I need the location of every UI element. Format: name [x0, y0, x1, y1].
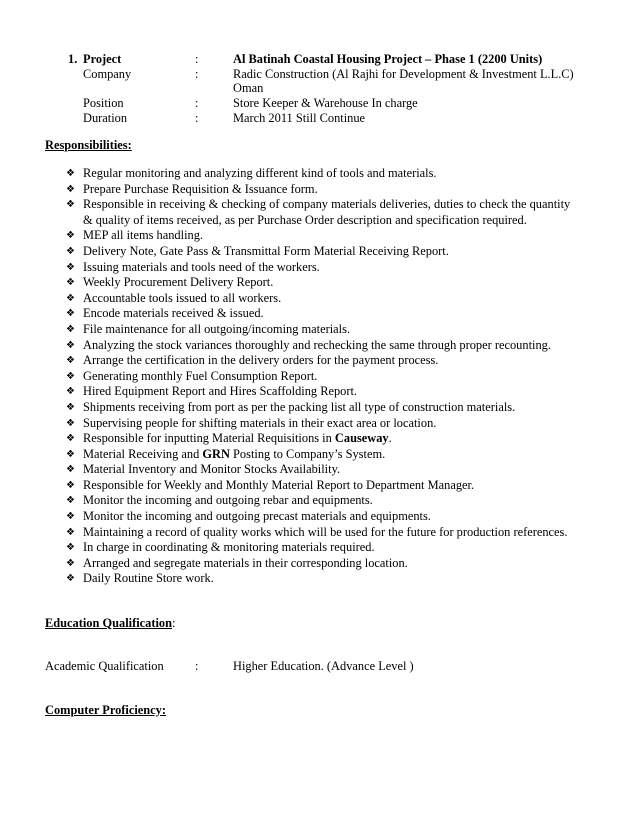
responsibilities-list — [66, 166, 606, 587]
project-colon: : — [195, 52, 199, 66]
list-item: ❖ Monitor the incoming and outgoing rebar and equipments. — [66, 493, 373, 508]
diamond-bullet-icon: ❖ — [66, 386, 75, 398]
computer-proficiency-heading: Computer Proficiency: — [45, 703, 167, 717]
list-item: ❖ Monitor the incoming and outgoing precast materials and equipments. — [66, 509, 431, 524]
diamond-bullet-icon: ❖ — [66, 355, 75, 367]
causeway-bold: Causeway — [334, 431, 389, 446]
project-value: Al Batinah Coastal Housing Project – Phase 1 (2200 Units) — [233, 52, 543, 66]
diamond-bullet-icon: ❖ — [66, 401, 75, 413]
list-item: ❖ Responsible in receiving & checking of company materials deliveries, duties to check the quantity — [66, 197, 571, 212]
duration-value: March 2011 Still Continue — [233, 111, 366, 125]
academic-qualification-value: Higher Education. (Advance Level ) — [233, 659, 414, 673]
list-item-continued: & quality of items received, as per Purchase Order description and specification required. — [83, 212, 527, 227]
list-item: ❖ Regular monitoring and analyzing different kind of tools and materials. — [66, 166, 437, 180]
list-item: ❖ File maintenance for all outgoing/incoming materials. — [66, 321, 351, 336]
diamond-bullet-icon: ❖ — [66, 199, 75, 211]
diamond-bullet-icon: ❖ — [66, 370, 75, 382]
diamond-bullet-icon: ❖ — [66, 168, 75, 179]
list-item: ❖ Arranged and segregate materials in their corresponding location. — [66, 555, 408, 570]
diamond-bullet-icon: ❖ — [66, 557, 75, 569]
list-item: ❖ Arrange the certification in the delivery orders for the payment process. — [66, 353, 439, 368]
education-heading-colon: : — [172, 616, 176, 630]
diamond-bullet-icon: ❖ — [66, 511, 75, 523]
diamond-bullet-icon: ❖ — [66, 277, 75, 289]
diamond-bullet-icon: ❖ — [66, 245, 75, 257]
duration-label: Duration — [83, 111, 128, 125]
list-item: ❖ Material Inventory and Monitor Stocks Availability. — [66, 462, 341, 477]
grn-bold: GRN — [202, 446, 230, 461]
diamond-bullet-icon: ❖ — [66, 464, 75, 476]
academic-qualification-colon: : — [195, 659, 199, 673]
duration-colon: : — [195, 111, 199, 125]
diamond-bullet-icon: ❖ — [66, 479, 75, 491]
list-item: ❖ Weekly Procurement Delivery Report. — [66, 275, 274, 290]
diamond-bullet-icon: ❖ — [66, 542, 75, 554]
list-item: ❖ Maintaining a record of quality works which will be used for the future for production references. — [66, 524, 568, 539]
project-label: Project — [83, 52, 122, 66]
responsibilities-heading: Responsibilities: — [45, 138, 132, 152]
diamond-bullet-icon: ❖ — [66, 261, 75, 273]
list-item: ❖ Issuing materials and tools need of the workers. — [66, 259, 320, 274]
list-item: ❖ Generating monthly Fuel Consumption Report. — [66, 368, 318, 383]
diamond-bullet-icon: ❖ — [66, 495, 75, 507]
project-number: 1. — [68, 52, 78, 66]
company-value-continued: Oman — [233, 81, 264, 95]
list-item: ❖ Responsible for inputting Material Requisitions in Causeway. — [66, 431, 392, 446]
diamond-bullet-icon: ❖ — [66, 417, 75, 429]
diamond-bullet-icon: ❖ — [66, 526, 75, 538]
list-item: ❖ Analyzing the stock variances thoroughly and rechecking the same through proper recounting. — [66, 337, 551, 352]
company-label: Company — [83, 67, 132, 81]
list-item: ❖ Hired Equipment Report and Hires Scaffolding Report. — [66, 384, 358, 399]
list-item: ❖ Responsible for Weekly and Monthly Material Report to Department Manager. — [66, 477, 475, 492]
list-item: ❖ Accountable tools issued to all workers. — [66, 290, 282, 305]
list-item: ❖ Delivery Note, Gate Pass & Transmittal Form Material Receiving Report. — [66, 243, 449, 258]
diamond-bullet-icon: ❖ — [66, 230, 75, 242]
education-heading-row — [45, 616, 175, 631]
company-value: Radic Construction (Al Rajhi for Development & Investment L.L.C) — [233, 67, 574, 81]
list-item: ❖ Material Receiving and GRN Posting to Company’s System. — [66, 446, 386, 461]
list-item: ❖ Encode materials received & issued. — [66, 306, 264, 321]
list-item: ❖ MEP all items handling. — [66, 228, 203, 243]
diamond-bullet-icon: ❖ — [66, 448, 75, 460]
education-heading: Education Qualification — [45, 616, 173, 630]
diamond-bullet-icon: ❖ — [66, 292, 75, 304]
position-colon: : — [195, 96, 199, 110]
list-item: ❖ Shipments receiving from port as per the packing list all type of construction materials. — [66, 399, 516, 414]
company-colon: : — [195, 67, 199, 81]
list-item: ❖ In charge in coordinating & monitoring materials required. — [66, 540, 375, 555]
diamond-bullet-icon: ❖ — [66, 433, 75, 445]
academic-qualification-label: Academic Qualification — [45, 659, 164, 673]
diamond-bullet-icon: ❖ — [66, 183, 75, 195]
diamond-bullet-icon: ❖ — [66, 339, 75, 351]
list-item: ❖ Supervising people for shifting materials in their exact area or location. — [66, 415, 437, 430]
diamond-bullet-icon: ❖ — [66, 308, 75, 320]
diamond-bullet-icon: ❖ — [66, 573, 75, 585]
list-item: ❖ Prepare Purchase Requisition & Issuance form. — [66, 181, 318, 196]
position-value: Store Keeper & Warehouse In charge — [233, 96, 418, 110]
diamond-bullet-icon: ❖ — [66, 323, 75, 335]
position-label: Position — [83, 96, 124, 110]
list-item: ❖ Daily Routine Store work. — [66, 571, 214, 586]
